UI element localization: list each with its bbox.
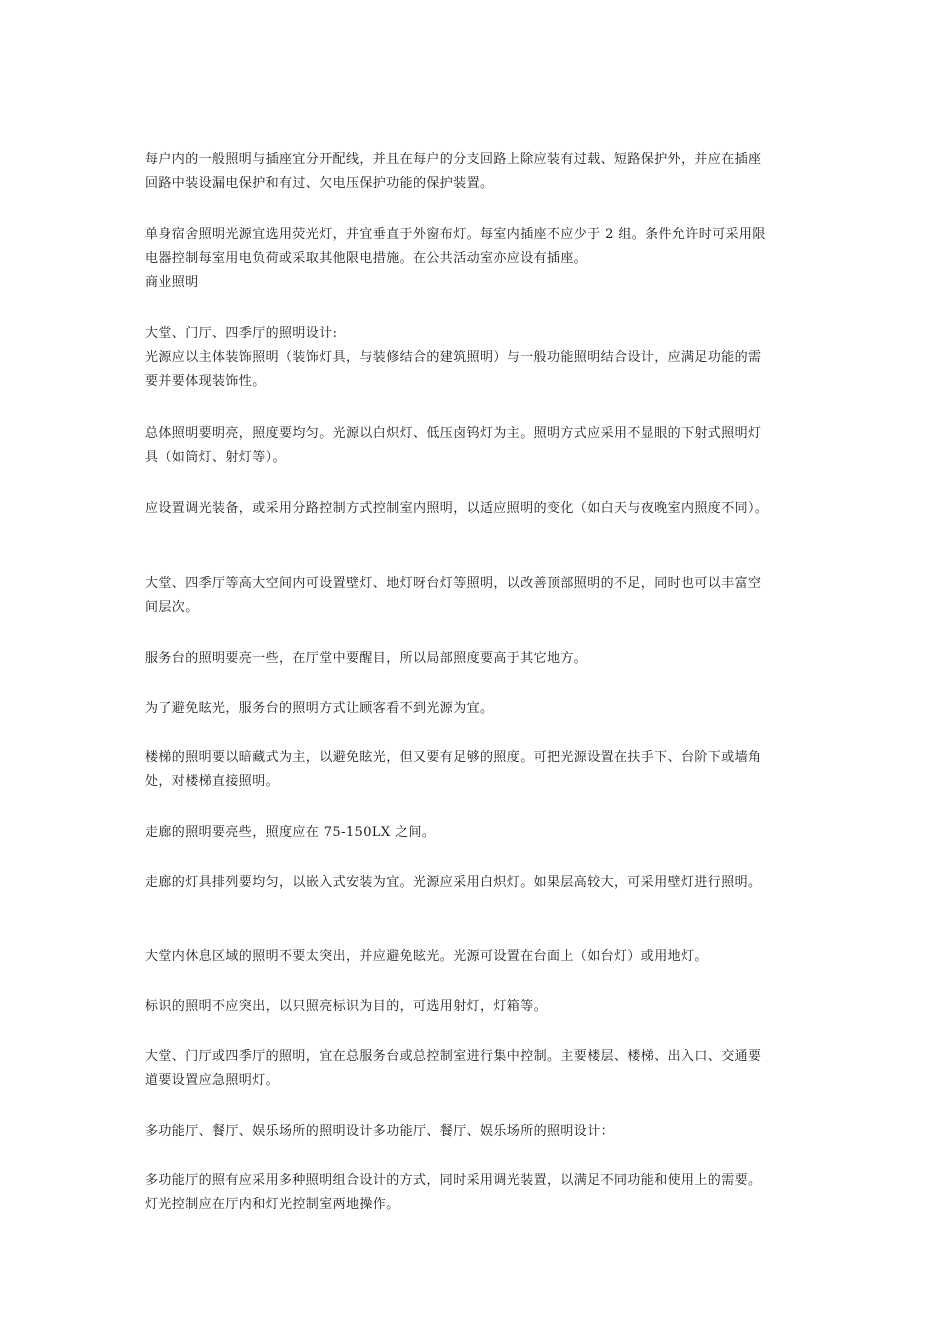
text-line: 商业照明 [145, 275, 199, 290]
text-line: 单身宿舍照明光源宜选用荧光灯，并宜垂直于外窗布灯。每室内插座不应少于 2 组。条件允许时可采用限 [145, 227, 766, 242]
text-line: 应设置调光装备，或采用分路控制方式控制室内照明，以适应照明的变化（如白天与夜晚室内照度不同）。 [145, 501, 769, 516]
paragraph [145, 1120, 815, 1144]
text-line: 处，对楼梯直接照明。 [145, 774, 280, 789]
paragraph [145, 422, 815, 470]
paragraph [145, 647, 815, 671]
text-line: 楼梯的照明要以暗藏式为主，以避免眩光，但又要有足够的照度。可把光源设置在扶手下、台阶下或墙角 [145, 750, 762, 765]
paragraph [145, 322, 815, 394]
paragraph [145, 945, 815, 969]
text-line: 标识的照明不应突出，以只照亮标识为目的，可选用射灯，灯箱等。 [145, 999, 548, 1014]
text-line: 多功能厅、餐厅、娱乐场所的照明设计多功能厅、餐厅、娱乐场所的照明设计： [145, 1124, 615, 1139]
text-line: 服务台的照明要亮一些，在厅堂中要醒目，所以局部照度要高于其它地方。 [145, 651, 588, 666]
paragraph [145, 697, 815, 721]
text-line: 要并要体现装饰性。 [145, 374, 266, 389]
text-line: 大堂、门厅、四季厅的照明设计: [145, 326, 338, 341]
paragraph [145, 871, 815, 895]
text-line: 走廊的照明要亮些，照度应在 75-150LX 之间。 [145, 825, 436, 840]
text-line: 回路中装设漏电保护和有过、欠电压保护功能的保护装置。 [145, 176, 494, 191]
text-line: 总体照明要明亮，照度要均匀。光源以白炽灯、低压卤钨灯为主。照明方式应采用不显眼的下射式照明灯 [145, 426, 762, 441]
text-line: 大堂、门厅或四季厅的照明，宜在总服务台或总控制室进行集中控制。主要楼层、楼梯、出入口、交通要 [145, 1049, 762, 1064]
paragraph [145, 746, 815, 794]
text-line: 大堂内休息区域的照明不要太突出，并应避免眩光。光源可设置在台面上（如台灯）或用地灯。 [145, 949, 708, 964]
paragraph [145, 1045, 815, 1093]
paragraph [145, 223, 815, 295]
text-line: 多功能厅的照有应采用多种照明组合设计的方式，同时采用调光装置，以满足不同功能和使用上的需要。 [145, 1173, 762, 1188]
text-line: 间层次。 [145, 600, 199, 615]
paragraph [145, 497, 815, 521]
paragraph [145, 148, 815, 196]
text-line: 电器控制每室用电负荷或采取其他限电措施。在公共活动室亦应设有插座。 [145, 251, 588, 266]
paragraph [145, 1169, 815, 1217]
text-line: 道要设置应急照明灯。 [145, 1073, 280, 1088]
text-line: 大堂、四季厅等高大空间内可设置壁灯、地灯呀台灯等照明，以改善顶部照明的不足，同时也可以丰富空 [145, 576, 762, 591]
text-line: 每户内的一般照明与插座宜分开配线，并且在每户的分支回路上除应装有过载、短路保护外，并应在插座 [145, 152, 762, 167]
paragraph [145, 995, 815, 1019]
text-line: 具（如筒灯、射灯等）。 [145, 450, 286, 465]
text-line: 为了避免眩光，服务台的照明方式让顾客看不到光源为宜。 [145, 701, 494, 716]
paragraph [145, 572, 815, 620]
paragraph [145, 821, 815, 845]
text-line: 光源应以主体装饰照明（装饰灯具，与装修结合的建筑照明）与一般功能照明结合设计，应满足功能的需 [145, 350, 762, 365]
text-line: 走廊的灯具排列要均匀，以嵌入式安装为宜。光源应采用白炽灯。如果层高较大，可采用壁灯进行照明。 [145, 875, 762, 890]
text-line: 灯光控制应在厅内和灯光控制室两地操作。 [145, 1197, 400, 1212]
